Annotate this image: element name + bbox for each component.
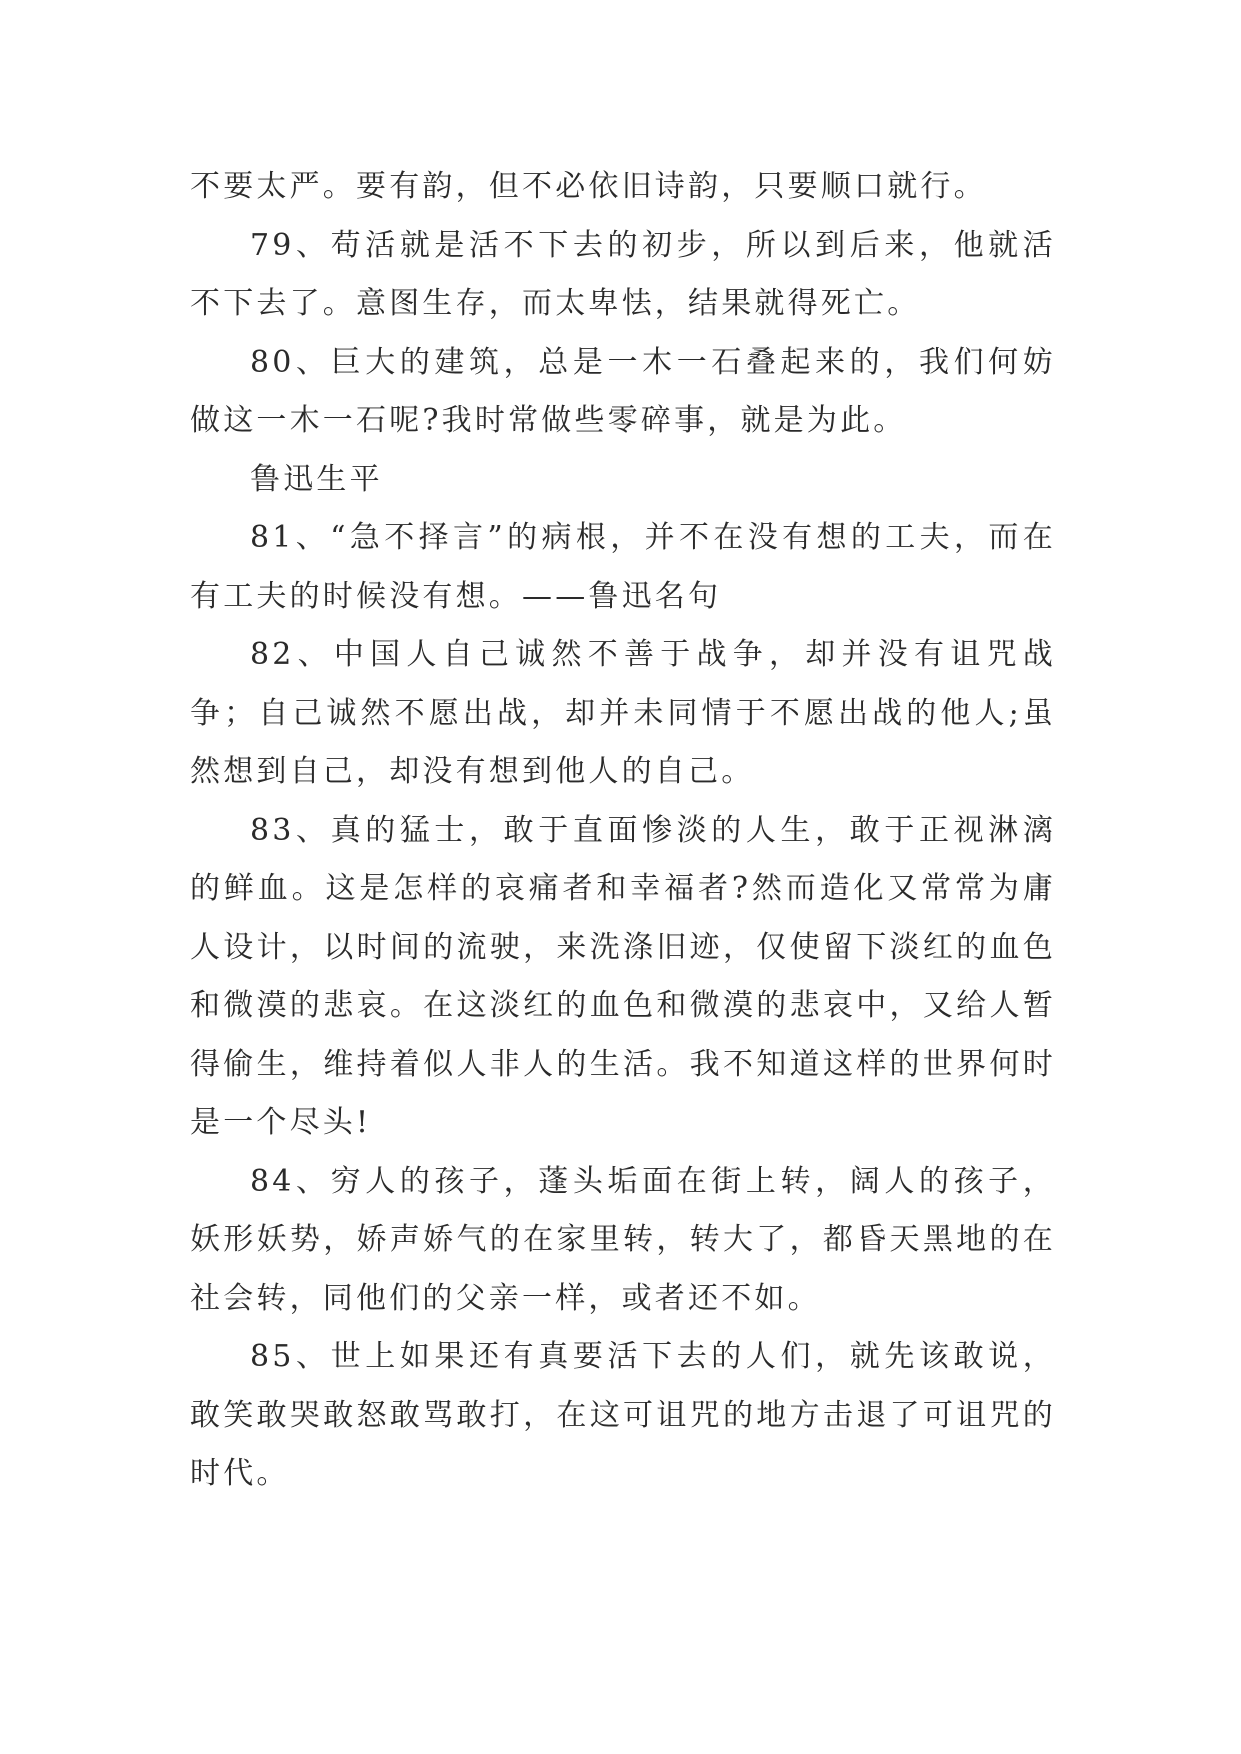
quote-82: 82、中国人自己诚然不善于战争，却并没有诅咒战争；自己诚然不愿出战，却并未同情于不愿出战的他人;虽然想到自己，却没有想到他人的自己。 [190, 637, 1056, 789]
document-body [190, 158, 1056, 1504]
section-heading: 鲁迅生平 [250, 461, 383, 497]
quote-84: 84、穷人的孩子，蓬头垢面在街上转，阔人的孩子，妖形妖势，娇声娇气的在家里转，转大了，都昏天黑地的在社会转，同他们的父亲一样，或者还不如。 [190, 1163, 1056, 1316]
quote-85: 85、世上如果还有真要活下去的人们，就先该敢说，敢笑敢哭敢怒敢骂敢打，在这可诅咒的地方击退了可诅咒的时代。 [190, 1339, 1056, 1491]
paragraph-continuation: 不要太严。要有韵，但不必依旧诗韵，只要顺口就行。 [190, 169, 987, 204]
quote-79: 79、苟活就是活不下去的初步，所以到后来，他就活不下去了。意图生存，而太卑怯，结果就得死亡。 [190, 227, 1056, 321]
quote-81: 81、“急不择言”的病根，并不在没有想的工夫，而在有工夫的时候没有想。——鲁迅名句 [190, 520, 1056, 614]
quote-83: 83、真的猛士，敢于直面惨淡的人生，敢于正视淋漓的鲜血。这是怎样的哀痛者和幸福者?然而造化又常常为庸人设计，以时间的流驶，来洗涤旧迹，仅使留下淡红的血色和微漠的悲哀。在这淡红的血色和微漠的悲哀中，又给人暂得偷生，维持着似人非人的生活。我不知道这样的世界何时是一个尽头! [190, 812, 1056, 1140]
quote-80: 80、巨大的建筑，总是一木一石叠起来的，我们何妨做这一木一石呢?我时常做些零碎事，就是为此。 [190, 344, 1056, 438]
